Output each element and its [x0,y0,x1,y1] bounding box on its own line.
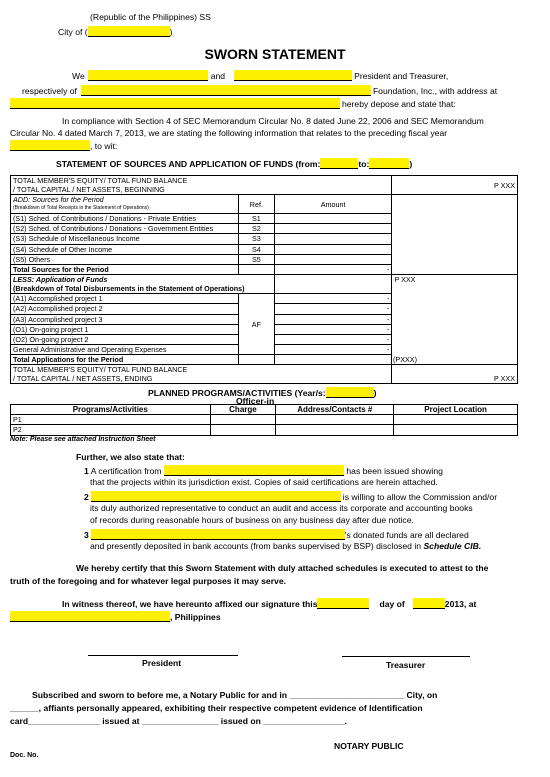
beginning-balance-row [11,176,518,195]
add-sub-label: (Breakdown of Total Receipts in the Statement of Operations) [13,205,149,211]
further-item-3-cont [90,541,481,551]
source-label: (S1) Sched. of Contributions / Donations - Private Entities [11,214,239,224]
program-cell[interactable]: P1 [11,415,211,425]
certifier-field[interactable] [164,465,344,476]
source-ref: S2 [238,224,274,234]
intro-line-2 [22,85,497,96]
instruction-note: Note: Please see attached Instruction Sheet [10,436,156,443]
further-title: Further, we also state that: [76,452,185,462]
further-item-1-cont: that the projects within its jurisdiction exist. Copies of said certifications are herein attached. [90,477,438,487]
source-label: (S2) Sched. of Contributions / Donations - Government Entities [11,224,239,234]
location-header: Project Location [394,405,518,415]
less-header-row [11,275,518,294]
total-applications-label: Total Applications for the Period [11,355,239,365]
application-label: (A1) Accomplished project 1 [11,294,239,304]
application-amount[interactable]: - [274,314,392,324]
witness-day-of: day of [379,599,405,609]
ending-label-1: TOTAL MEMBER'S EQUITY/ TOTAL FUND BALANCE [13,365,188,375]
item-1-text-a: A certification from [90,466,162,476]
item-1-text-b: has been issued showing [346,466,443,476]
intro-we: We [72,71,85,81]
funds-table [10,175,518,384]
add-header-row [11,195,518,214]
further-item-3 [84,529,469,540]
from-date-field[interactable] [320,158,358,169]
further-item-2-cont-1: its duly authorized representative to conduct an audit and access its corporate and accounting books [90,503,473,513]
source-label: (S3) Schedule of Miscellaneous Income [11,234,239,244]
funds-title-suffix: ) [409,159,413,169]
ref-header: Ref. [238,195,274,214]
location-cell[interactable] [394,425,518,435]
source-amount[interactable] [274,234,392,244]
beginning-label-2: / TOTAL CAPITAL / NET ASSETS, BEGINNING [13,185,165,194]
application-label: (O1) On-going project 1 [11,324,239,334]
location-cell[interactable] [394,415,518,425]
item-1-number: 1 [84,466,89,476]
item-3-number: 3 [84,530,89,540]
compliance-line-2: Circular No. 4 dated March 7, 2013, we are stating the following information that relates to the preceding fiscal year [10,128,448,138]
charge-cell[interactable] [210,425,276,435]
application-label: General Administrative and Operating Expenses [11,345,239,355]
funds-title-prefix: STATEMENT OF SOURCES AND APPLICATION OF FUNDS (from: [56,159,321,169]
notary-line-1: Subscribed and sworn to before me, a Notary Public for and in ________________________ City, on [32,690,438,700]
officer-in-label: Officer-in [236,396,275,406]
planned-header-row [11,405,518,415]
month-field[interactable] [413,598,445,609]
notary-line-2: ______, affiants personally appeared, exhibiting their respective competent evidence of Identification [10,703,423,713]
fiscal-year-field[interactable] [10,140,90,151]
foundation-name-field-2[interactable] [91,491,341,502]
address-cell[interactable] [276,415,394,425]
president-label: President [142,658,182,668]
notary-line-3: card_______________ issued at ________________ issued on _________________. [10,716,347,726]
source-ref: S4 [238,244,274,254]
republic-line: (Republic of the Philippines) SS [90,12,211,22]
source-amount[interactable] [274,224,392,234]
intro-line-3 [10,98,456,109]
application-label: (O2) On-going project 2 [11,334,239,344]
address-header: Address/Contacts # [276,405,394,415]
table-row [11,425,518,435]
source-ref: S5 [238,254,274,264]
item-3-text-b: and presently deposited in bank accounts (from banks supervised by BSP) disclosed in [90,541,422,551]
further-item-2 [84,491,497,502]
president-name-field[interactable] [88,70,208,81]
city-suffix: ) [169,27,173,37]
source-ref: S1 [238,214,274,224]
application-label: (A2) Accomplished project 2 [11,304,239,314]
item-2-text-a: is willing to allow the Commission and/or [342,492,498,502]
table-row [11,415,518,425]
witness-year: 2013, at [444,599,477,609]
planned-title-prefix: PLANNED PROGRAMS/ACTIVITIES (Year/s: [148,388,326,398]
planned-years-field[interactable] [326,387,374,398]
planned-table [10,404,518,436]
af-ref: AF [238,294,274,355]
source-ref: S3 [238,234,274,244]
compliance-line-3 [10,140,117,151]
source-amount[interactable] [274,254,392,264]
city-field[interactable] [88,26,170,37]
application-amount[interactable]: - [274,294,392,304]
application-amount[interactable]: - [274,345,392,355]
total-sources-value: P XXX [394,275,416,285]
page-title: SWORN STATEMENT [204,46,346,62]
to-date-field[interactable] [369,158,409,169]
compliance-to-wit: , to wit: [90,141,118,151]
witness-philippines: , Philippines [170,612,221,622]
total-applications-value: (PXXX) [393,355,417,364]
programs-header: Programs/Activities [11,405,211,415]
address-cell[interactable] [276,425,394,435]
source-label: (S5) Others [11,254,239,264]
application-amount[interactable]: - [274,334,392,344]
witness-text-a: In witness thereof, we have hereunto affixed our signature this [62,599,318,609]
ending-label-2: / TOTAL CAPITAL / NET ASSETS, ENDING [13,374,153,384]
day-field[interactable] [317,598,369,609]
certify-line-1: We hereby certify that this Sworn Statement with duly attached schedules is executed to attest to the [76,563,489,573]
witness-line [62,598,476,609]
less-label: LESS: Application of Funds [13,275,108,285]
intro-line-1 [72,70,448,81]
item-3-text-a: 's donated funds are all declared [344,530,469,540]
place-field[interactable] [10,611,170,622]
foundation-name-field[interactable] [81,85,371,96]
amount-header: Amount [274,195,392,214]
intro-respectively: respectively of [22,86,77,96]
ending-value: P XXX [392,365,518,384]
application-amount[interactable]: - [274,304,392,314]
planned-title-suffix: ) [373,388,377,398]
add-label: ADD: Sources for the Period [13,195,104,204]
schedule-cib: Schedule CIB. [423,541,482,551]
funds-title-to: to: [358,159,370,169]
charge-header: Charge [210,405,276,415]
ending-balance-row [11,365,518,384]
funds-statement-title [56,158,412,169]
foundation-name-field-3[interactable] [91,529,345,540]
intro-president-treasurer: President and Treasurer, [354,71,449,81]
source-amount[interactable] [274,244,392,254]
application-label: (A3) Accomplished project 3 [11,314,239,324]
certify-line-2: truth of the foregoing and for whatever legal purposes it may serve. [10,576,287,586]
doc-no-label: Doc. No. [10,752,39,759]
beginning-value: P XXX [392,176,518,195]
city-prefix: City of ( [58,27,88,37]
treasurer-signature-line[interactable] [342,656,470,657]
further-item-2-cont-2: of records during reasonable hours of business on any business day after due notice. [90,515,414,525]
beginning-label-1: TOTAL MEMBER'S EQUITY/ TOTAL FUND BALANCE [13,176,188,185]
president-signature-line[interactable] [88,655,238,656]
treasurer-name-field[interactable] [234,70,352,81]
charge-cell[interactable] [210,415,276,425]
source-label: (S4) Schedule of Other Income [11,244,239,254]
less-sub-label: (Breakdown of Total Disbursements in the Statement of Operations) [13,284,245,294]
address-field[interactable] [10,98,340,109]
total-sources-label: Total Sources for the Period [11,264,239,274]
source-amount[interactable] [274,214,392,224]
program-cell[interactable]: P2 [11,425,211,435]
total-sources-dash: - [274,264,392,274]
intro-foundation: Foundation, Inc., with address at [372,86,498,96]
intro-depose: hereby depose and state that: [342,99,456,109]
further-item-1 [84,465,443,476]
witness-line-2 [10,611,221,622]
compliance-line-1: In compliance with Section 4 of SEC Memorandum Circular No. 8 dated June 22, 2006 and SEC Memorandum [62,116,484,126]
item-2-number: 2 [84,492,89,502]
application-amount[interactable]: - [274,324,392,334]
treasurer-label: Treasurer [386,660,426,670]
city-line [58,26,172,37]
notary-public-label: NOTARY PUBLIC [334,741,404,751]
intro-and: and [210,71,226,81]
